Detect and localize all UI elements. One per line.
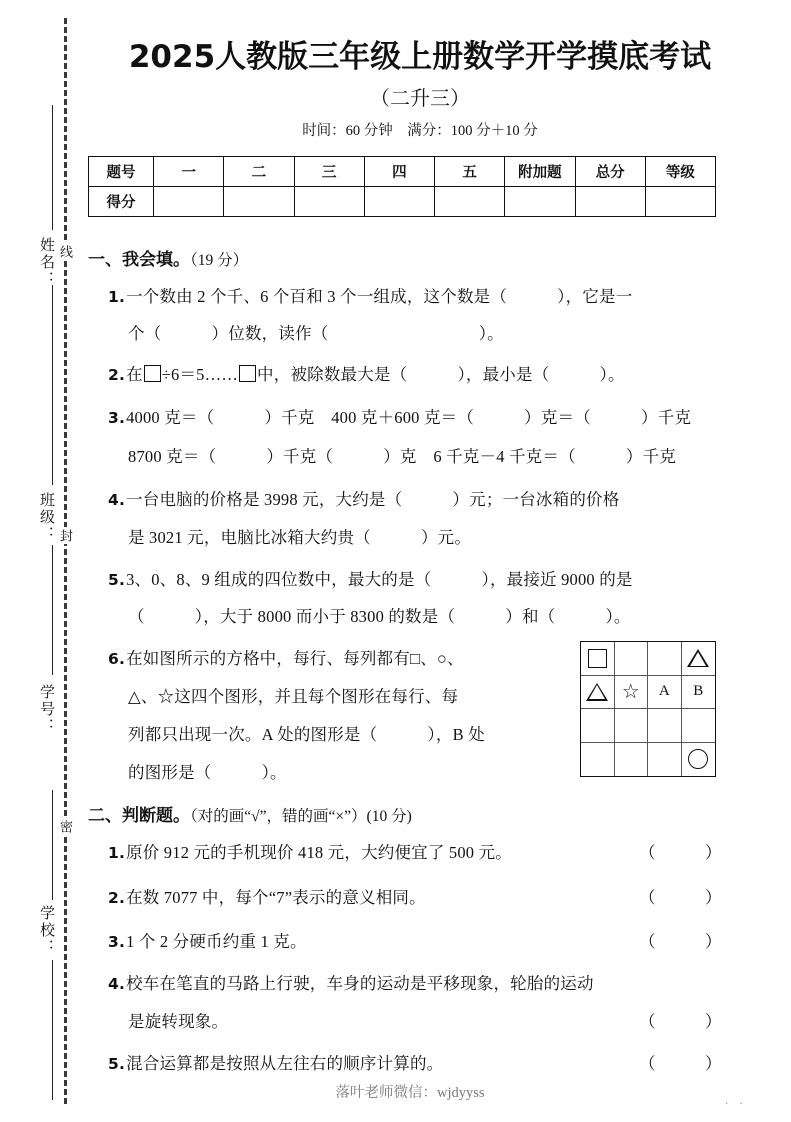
question-3-line-2: 8700 克＝（ ）千克（ ）克 6 千克－4 千克＝（ ）千克 — [128, 447, 676, 466]
seal-char-xian: 线 — [58, 245, 73, 258]
triangle-icon — [687, 649, 709, 667]
question-2-number: 2. — [108, 366, 126, 384]
square-icon — [588, 649, 607, 668]
question-5-line-1 — [108, 566, 633, 590]
question-6-number: 6. — [108, 650, 126, 668]
circle-icon — [688, 749, 708, 769]
score-cell-bonus[interactable] — [505, 187, 575, 217]
puzzle-cell-r4c1 — [581, 743, 615, 777]
score-table-col-3: 三 — [294, 157, 364, 187]
puzzle-cell-r1c3 — [648, 642, 682, 676]
section-2-title: 二、判断题。 — [88, 806, 190, 826]
question-6-line-3: 列都只出现一次。A 处的图形是（ ），B 处 — [128, 725, 485, 744]
star-icon: ☆ — [621, 680, 640, 703]
question-2-text-pre: 在 — [126, 365, 143, 384]
section-2-instruction: （对的画“√”，错的画“×”） — [190, 808, 367, 825]
question-1-line-1 — [108, 283, 632, 307]
question-2-text-mid: ÷6＝5…… — [161, 365, 239, 384]
tf-question-5-line-1 — [108, 1050, 443, 1074]
question-2-line-1 — [108, 361, 625, 385]
question-3-text-1: 4000 克＝（ ）千克 400 克＋600 克＝（ ）克＝（ ）千克 — [126, 408, 692, 427]
tf-answer-mark-4[interactable]: （ ） — [639, 1012, 722, 1031]
seal-label-school: 学校： — [38, 905, 54, 956]
score-cell-4[interactable] — [364, 187, 434, 217]
question-6-text-1: 在如图所示的方格中，每行、每列都有□、○、 — [126, 649, 464, 668]
tf-question-1-line-1 — [108, 839, 512, 863]
score-table-col-bonus: 附加题 — [505, 157, 575, 187]
puzzle-cell-r3c3 — [648, 709, 682, 743]
tf-question-4-line-1 — [108, 970, 594, 994]
puzzle-cell-r3c2 — [615, 709, 649, 743]
question-5-text-1: 3、0、8、9 组成的四位数中，最大的是（ ），最接近 9000 的是 — [126, 570, 633, 589]
question-3-number: 3. — [108, 409, 126, 427]
score-table-row-label-得分: 得分 — [89, 187, 154, 217]
question-6-line-2: △、☆这四个图形，并且每个图形在每行、每 — [128, 687, 459, 706]
score-table-row-label-题号: 题号 — [89, 157, 154, 187]
exam-meta-info: 时间：60 分钟 满分：100 分＋10 分 — [302, 123, 538, 139]
table-row-header — [89, 157, 716, 187]
seal-solid-line-1 — [52, 105, 53, 230]
question-4-number: 4. — [108, 491, 126, 509]
question-5-number: 5. — [108, 571, 126, 589]
score-cell-total[interactable] — [575, 187, 645, 217]
puzzle-cell-r2c3-label-a: A — [648, 676, 682, 710]
question-5-line-2: （ ），大于 8000 而小于 8300 的数是（ ）和（ ）。 — [128, 607, 631, 626]
table-row-score — [89, 187, 716, 217]
puzzle-cell-r2c2 — [615, 676, 649, 710]
score-cell-5[interactable] — [435, 187, 505, 217]
tf-question-3-number: 3. — [108, 933, 126, 951]
seal-margin — [0, 0, 80, 1122]
tf-question-5-number: 5. — [108, 1055, 126, 1073]
puzzle-cell-r4c4 — [682, 743, 716, 777]
question-3-line-1 — [108, 404, 691, 428]
exam-page — [80, 0, 791, 1122]
tf-question-1-number: 1. — [108, 844, 126, 862]
question-6-line-4: 的图形是（ ）。 — [128, 763, 287, 782]
tf-question-2-text: 在数 7077 中，每个“7”表示的意义相同。 — [126, 888, 426, 907]
puzzle-cell-r3c4 — [682, 709, 716, 743]
score-cell-3[interactable] — [294, 187, 364, 217]
question-4-line-1 — [108, 486, 619, 510]
puzzle-cell-r1c1 — [581, 642, 615, 676]
tf-question-4-line-2: 是旋转现象。 — [128, 1012, 229, 1031]
score-table-col-2: 二 — [224, 157, 294, 187]
question-2-text-post: 中，被除数最大是（ ），最小是（ ）。 — [257, 365, 625, 384]
puzzle-cell-r1c2 — [615, 642, 649, 676]
section-1-points: （19 分） — [190, 252, 249, 269]
question-1-number: 1. — [108, 288, 126, 306]
tf-answer-mark-5[interactable]: （ ） — [639, 1054, 722, 1073]
triangle-icon — [586, 683, 608, 701]
score-cell-1[interactable] — [154, 187, 224, 217]
blank-box-icon-2 — [239, 365, 256, 382]
tf-question-1-text: 原价 912 元的手机现价 418 元，大约便宜了 500 元。 — [126, 843, 512, 862]
tf-question-3-text: 1 个 2 分硬币约重 1 克。 — [126, 932, 307, 951]
page-title: 2025人教版三年级上册数学开学摸底考试 — [128, 39, 712, 75]
blank-box-icon-1 — [144, 365, 161, 382]
puzzle-cell-r3c1 — [581, 709, 615, 743]
seal-char-mi: 密 — [58, 820, 73, 833]
score-table-col-total: 总分 — [575, 157, 645, 187]
score-table-col-grade: 等级 — [645, 157, 715, 187]
question-1-line-2: 个（ ）位数，读作（ ）。 — [128, 324, 504, 343]
footer-watermark: 落叶老师微信：wjdyyss — [335, 1085, 485, 1101]
section-1-title: 一、我会填。 — [88, 250, 190, 270]
question-4-text-1: 一台电脑的价格是 3998 元，大约是（ ）元；一台冰箱的价格 — [126, 490, 620, 509]
score-cell-grade[interactable] — [645, 187, 715, 217]
tf-question-3-line-1 — [108, 928, 307, 952]
puzzle-cell-r4c3 — [648, 743, 682, 777]
seal-label-name: 姓名： — [38, 237, 54, 288]
puzzle-cell-r1c4 — [682, 642, 716, 676]
question-4-line-2: 是 3021 元，电脑比冰箱大约贵（ ）元。 — [128, 528, 472, 547]
seal-solid-line-5 — [52, 960, 53, 1100]
tf-question-2-line-1 — [108, 884, 426, 908]
score-table-col-1: 一 — [154, 157, 224, 187]
section-2-points: (10 分) — [366, 808, 412, 825]
tf-question-4-number: 4. — [108, 975, 126, 993]
tf-question-2-number: 2. — [108, 889, 126, 907]
score-table — [88, 156, 716, 217]
footer-dots: . . — [725, 1092, 747, 1107]
question-1-text-1: 一个数由 2 个千、6 个百和 3 个一组成，这个数是（ ），它是一 — [126, 287, 633, 306]
tf-answer-mark-1[interactable]: （ ） — [639, 843, 722, 862]
section-1-heading — [88, 245, 248, 270]
tf-question-5-text: 混合运算都是按照从左往右的顺序计算的。 — [126, 1054, 444, 1073]
puzzle-cell-r2c1 — [581, 676, 615, 710]
seal-label-student-id: 学号： — [38, 684, 54, 735]
seal-label-class: 班级： — [38, 492, 54, 543]
score-table-col-4: 四 — [364, 157, 434, 187]
puzzle-grid — [580, 641, 716, 777]
seal-solid-line-2 — [52, 285, 53, 485]
page-subtitle: （二升三） — [370, 88, 470, 110]
seal-dashed-line — [64, 18, 67, 1104]
section-2-heading — [88, 801, 412, 826]
tf-answer-mark-3[interactable]: （ ） — [639, 932, 722, 951]
seal-solid-line-4 — [52, 790, 53, 900]
seal-char-feng: 封 — [58, 529, 73, 542]
tf-question-4-text-1: 校车在笔直的马路上行驶，车身的运动是平移现象，轮胎的运动 — [126, 974, 594, 993]
tf-answer-mark-2[interactable]: （ ） — [639, 888, 722, 907]
question-6-line-1 — [108, 645, 464, 669]
score-table-col-5: 五 — [435, 157, 505, 187]
seal-solid-line-3 — [52, 545, 53, 675]
puzzle-cell-r2c4-label-b: B — [682, 676, 716, 710]
puzzle-cell-r4c2 — [615, 743, 649, 777]
score-cell-2[interactable] — [224, 187, 294, 217]
